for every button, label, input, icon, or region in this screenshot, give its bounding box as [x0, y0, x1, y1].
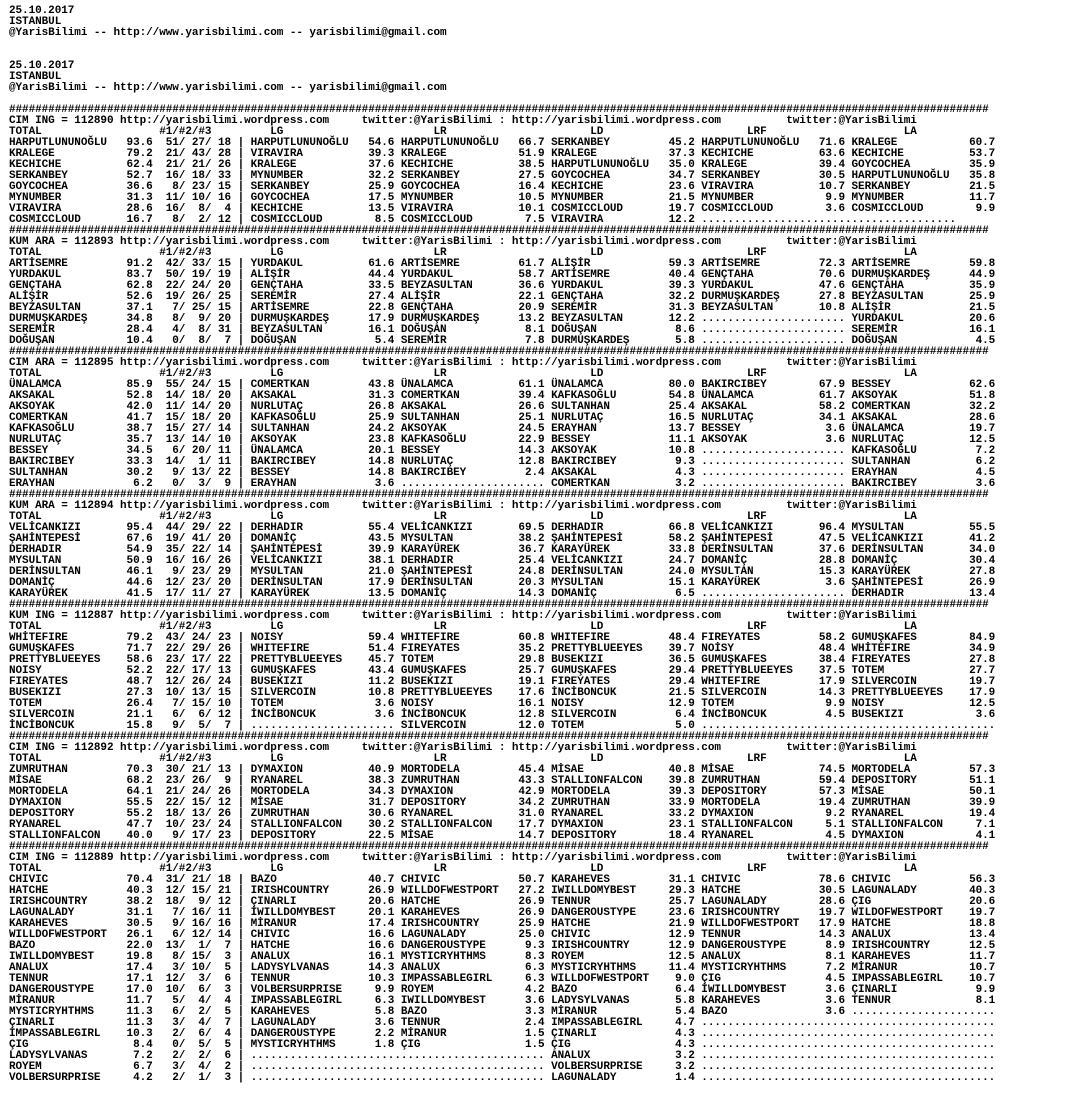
- report-line: CIM ING = 112889 http://yarisbilimi.wordpress.com twitter:@YarisBilimi : http://yarisbilimi.wordpress.com twitter:@YarisBilimi: [9, 852, 917, 864]
- report-line: DOMANİÇ 44.6 12/ 23/ 20 | DERİNSULTAN 17.9 DERİNSULTAN 20.3 MYSULTAN 15.1 KARAYÜREK 3.6 ŞAHİNTEPESİ 26.9: [9, 577, 996, 589]
- report-line: AKSOYAK 42.0 11/ 14/ 20 | NURLUTAÇ 26.8 AKSAKAL 26.6 SULTANHAN 25.4 AKSAKAL 58.2 COMERTKAN 32.2: [9, 401, 996, 413]
- report-line: VOLBERSURPRISE 4.2 2/ 1/ 3 | ............................................. LAGUNALADY 1.4 .............................................: [9, 1072, 996, 1084]
- report-line: KRALEGE 79.2 21/ 43/ 28 | VIRAVIRA 39.3 KRALEGE 51.9 KRALEGE 37.3 KECHICHE 63.6 KECHICHE 53.7: [9, 148, 996, 160]
- report-line: IWILLDOMYBEST 19.8 8/ 15/ 3 | ANALUX 16.1 MYSTICRYHTHMS 8.3 ROYEM 12.5 ANALUX 8.1 KARAHEVES 11.7: [9, 951, 996, 963]
- report-line: 25.10.2017: [9, 5, 75, 17]
- report-line: ZUMRUTHAN 70.3 30/ 21/ 13 | DYMAXION 40.9 MORTODELA 45.4 MİSAE 40.8 MİSAE 74.5 MORTODELA 57.3: [9, 764, 996, 776]
- report-line: TOTAL #1/#2/#3 LG LR LD LRF LA: [9, 126, 917, 138]
- report-line: RYANAREL 47.7 10/ 23/ 24 | STALLIONFALCON 30.2 STALLIONFALCON 17.7 DYMAXION 23.1 STALLIONFALCON 5.1 STALLIONFALCON 7.1: [9, 819, 996, 831]
- report-line: ÜNALAMCA 85.9 55/ 24/ 15 | COMERTKAN 43.8 ÜNALAMCA 61.1 ÜNALAMCA 80.0 BAKIRCIBEY 67.9 BESSEY 62.6: [9, 379, 996, 391]
- report-line: VELİCANKIZI 95.4 44/ 29/ 22 | DERHADIR 55.4 VELİCANKIZI 69.5 DERHADIR 66.8 VELİCANKIZI 96.4 MYSULTAN 55.5: [9, 522, 996, 534]
- report-line: SULTANHAN 30.2 9/ 13/ 22 | BESSEY 14.8 BAKIRCIBEY 2.4 AKSAKAL 4.3 ...................... ERAYHAN 4.5: [9, 467, 996, 479]
- report-line: ÇINARLI 11.3 3/ 4/ 7 | LAGUNALADY 3.6 TENNUR 2.4 IMPASSABLEGIRL 4.7 .............................................: [9, 1017, 996, 1029]
- report-line: KECHICHE 62.4 21/ 21/ 26 | KRALEGE 37.6 KECHICHE 38.5 HARPUTLUNUNOĞLU 35.0 KRALEGE 39.4 GOYCOCHEA 35.9: [9, 159, 996, 171]
- report-line: DANGEROUSTYPE 17.0 10/ 6/ 3 | VOLBERSURPRISE 9.9 ROYEM 4.2 BAZO 6.4 İWILLDOMYBEST 3.6 ÇINARLI 9.9: [9, 984, 996, 996]
- report-line: ROYEM 6.7 3/ 4/ 2 | ............................................. VOLBERSURPRISE 3.2 .............................................: [9, 1061, 996, 1073]
- report-line: ANALUX 17.4 3/ 10/ 5 | LADYSYLVANAS 14.3 ANALUX 6.3 MYSTICRYHTHMS 11.4 MYSTICRYHTHMS 7.2 MİRANUR 10.7: [9, 962, 996, 974]
- report-line: ERAYHAN 6.2 0/ 3/ 9 | ERAYHAN 3.6 ...................... COMERTKAN 3.2 ...................... BAKIRCIBEY 3.6: [9, 478, 996, 490]
- report-line: TOTAL #1/#2/#3 LG LR LD LRF LA: [9, 511, 917, 523]
- report-line: TENNUR 17.1 12/ 3/ 6 | TENNUR 10.3 IMPASSABLEGIRL 6.3 WILLDOFWESTPORT 9.0 ÇIG 4.5 IMPASSABLEGIRL 10.7: [9, 973, 996, 985]
- report-line: ÇIG 8.4 0/ 5/ 5 | MYSTICRYHTHMS 1.8 ÇIG 1.5 ÇIG 4.3 .............................................: [9, 1039, 996, 1051]
- report-line: 25.10.2017: [9, 60, 75, 72]
- report-line: DOĞUŞAN 10.4 0/ 8/ 7 | DOĞUŞAN 5.4 SEREMİR 7.8 DURMUŞKARDEŞ 5.8 ...................... DOĞUŞAN 4.5: [9, 335, 996, 347]
- report-line: ######################################################################################################################################################: [9, 731, 989, 743]
- report-line: MİRANUR 11.7 5/ 4/ 4 | IMPASSABLEGIRL 6.3 IWILLDOMYBEST 3.6 LADYSYLVANAS 5.8 KARAHEVES 3.6 TENNUR 8.1: [9, 995, 996, 1007]
- report-line: SILVERCOIN 21.1 6/ 6/ 12 | İNCİBONCUK 3.6 İNCİBONCUK 12.8 SILVERCOIN 6.4 İNCİBONCUK 4.5 BUSEKIZI 3.6: [9, 709, 996, 721]
- report-line: BUSEKIZI 27.3 10/ 13/ 15 | SILVERCOIN 10.8 PRETTYBLUEEYES 17.6 İNCİBONCUK 21.5 SILVERCOIN 14.3 PRETTYBLUEEYES 17.9: [9, 687, 996, 699]
- report-line: MORTODELA 64.1 21/ 24/ 26 | MORTODELA 34.3 DYMAXION 42.9 MORTODELA 39.3 DEPOSITORY 57.3 MİSAE 50.1: [9, 786, 996, 798]
- report-line: MYSTICRYHTHMS 11.3 6/ 2/ 5 | KARAHEVES 5.8 BAZO 3.3 MİRANUR 5.4 BAZO 3.6 ......................: [9, 1006, 996, 1018]
- report-line: KUM ARA = 112894 http://yarisbilimi.wordpress.com twitter:@YarisBilimi : http://yarisbilimi.wordpress.com twitter:@YarisBilimi: [9, 500, 917, 512]
- report-line: BAKIRCIBEY 33.3 14/ 1/ 11 | BAKIRCIBEY 14.8 NURLUTAÇ 12.8 BAKIRCIBEY 9.3 ...................... SULTANHAN 6.2: [9, 456, 996, 468]
- report-line: NURLUTAÇ 35.7 13/ 14/ 10 | AKSOYAK 23.8 KAFKASOĞLU 22.9 BESSEY 11.1 AKSOYAK 3.6 NURLUTAÇ 12.5: [9, 434, 996, 446]
- report-line: @YarisBilimi -- http://www.yarisbilimi.com -- yarisbilimi@gmail.com: [9, 82, 447, 94]
- report-line: CIM ING = 112890 http://yarisbilimi.wordpress.com twitter:@YarisBilimi : http://yarisbilimi.wordpress.com twitter:@YarisBilimi: [9, 115, 917, 127]
- report-line: İMPASSABLEGIRL 10.3 2/ 6/ 4 | DANGEROUSTYPE 2.2 MİRANUR 1.5 ÇINARLI 4.3 .............................................: [9, 1028, 996, 1040]
- report-line: TOTAL #1/#2/#3 LG LR LD LRF LA: [9, 753, 917, 765]
- report-line: MYSULTAN 50.9 16/ 16/ 26 | VELİCANKIZI 38.1 DERHADIR 25.4 VELİCANKIZI 24.7 DOMANİÇ 28.8 DOMANİÇ 30.4: [9, 555, 996, 567]
- report-line: DERİNSULTAN 46.1 9/ 23/ 29 | MYSULTAN 21.0 ŞAHİNTEPESİ 24.8 DERİNSULTAN 24.0 MYSULTAN 15.3 KARAYÜREK 27.8: [9, 566, 996, 578]
- report-line: LADYSYLVANAS 7.2 2/ 2/ 6 | ............................................. ANALUX 3.2 .............................................: [9, 1050, 996, 1062]
- report-line: COSMICCLOUD 16.7 8/ 2/ 12 | COSMICCLOUD 8.5 COSMICCLOUD 7.5 VIRAVIRA 12.2 .......................................: [9, 214, 957, 226]
- report-line: CIM ING = 112892 http://yarisbilimi.wordpress.com twitter:@YarisBilimi : http://yarisbilimi.wordpress.com twitter:@YarisBilimi: [9, 742, 917, 754]
- report-line: HATCHE 40.3 12/ 15/ 21 | IRISHCOUNTRY 26.9 WILLDOFWESTPORT 27.2 IWILLDOMYBEST 29.3 HATCHE 30.5 LAGUNALADY 40.3: [9, 885, 996, 897]
- report-line: ISTANBUL: [9, 16, 62, 28]
- report-line: DEPOSITORY 55.2 18/ 13/ 26 | ZUMRUTHAN 30.6 RYANAREL 31.0 RYANAREL 33.2 DYMAXION 9.2 RYANAREL 19.4: [9, 808, 996, 820]
- report-line: ARTİSEMRE 91.2 42/ 33/ 15 | YURDAKUL 61.6 ARTİSEMRE 61.7 ALİŞİR 59.3 ARTİSEMRE 72.3 ARTİSEMRE 59.8: [9, 258, 996, 270]
- report-line: ######################################################################################################################################################: [9, 599, 989, 611]
- report-line: ######################################################################################################################################################: [9, 104, 989, 116]
- report-line: DERHADIR 54.9 35/ 22/ 14 | ŞAHİNTEPESİ 39.9 KARAYÜREK 36.7 KARAYÜREK 33.8 DERİNSULTAN 37.6 DERİNSULTAN 34.0: [9, 544, 996, 556]
- report-line: ŞAHİNTEPESİ 67.6 19/ 41/ 20 | DOMANİÇ 43.5 MYSULTAN 38.2 ŞAHİNTEPESİ 58.2 ŞAHİNTEPESİ 47.5 VELİCANKIZI 41.2: [9, 533, 996, 545]
- report-line: TOTAL #1/#2/#3 LG LR LD LRF LA: [9, 863, 917, 875]
- report-line: HARPUTLUNUNOĞLU 93.6 51/ 27/ 18 | HARPUTLUNUNOĞLU 54.6 HARPUTLUNUNOĞLU 66.7 SERKANBEY 45.2 HARPUTLUNUNOĞLU 71.6 KRALEGE 60.7: [9, 137, 996, 149]
- report-line: WHİTEFIRE 79.2 43/ 24/ 23 | NOISY 59.4 WHITEFIRE 60.8 WHITEFIRE 48.4 FIREYATES 58.2 GUMUŞKAFES 84.9: [9, 632, 996, 644]
- report-line: SEREMİR 28.4 4/ 8/ 31 | BEYZASULTAN 16.1 DOĞUŞAN 8.1 DOĞUŞAN 8.6 ...................... SEREMİR 16.1: [9, 324, 996, 336]
- report-line: ######################################################################################################################################################: [9, 346, 989, 358]
- report-line: [9, 50, 1074, 61]
- report-line: TOTAL #1/#2/#3 LG LR LD LRF LA: [9, 247, 917, 259]
- report-line: @YarisBilimi -- http://www.yarisbilimi.com -- yarisbilimi@gmail.com: [9, 27, 447, 39]
- report-line: GUMUŞKAFES 71.7 22/ 29/ 26 | WHITEFIRE 51.4 FIREYATES 35.2 PRETTYBLUEEYES 39.7 NOİSY 48.4 WHİTEFIRE 34.9: [9, 643, 996, 655]
- report-line: TOTAL #1/#2/#3 LG LR LD LRF LA: [9, 368, 917, 380]
- report-line: GOYCOCHEA 36.6 8/ 23/ 15 | SERKANBEY 25.9 GOYCOCHEA 16.4 KECHICHE 23.6 VIRAVIRA 10.7 SERKANBEY 21.5: [9, 181, 996, 193]
- report-line: BEYZASULTAN 37.1 7/ 25/ 15 | ARTİSEMRE 22.8 GENÇTAHA 20.9 SEREMİR 31.3 BEYZASULTAN 10.8 ALİŞİR 21.5: [9, 302, 996, 314]
- report-line: DYMAXION 55.5 22/ 15/ 12 | MİSAE 31.7 DEPOSITORY 34.2 ZUMRUTHAN 33.9 MORTODELA 19.4 ZUMRUTHAN 39.9: [9, 797, 996, 809]
- report-line: CIM ARA = 112895 http://yarisbilimi.wordpress.com twitter:@YarisBilimi : http://yarisbilimi.wordpress.com twitter:@YarisBilimi: [9, 357, 917, 369]
- report-line: TOTEM 26.4 7/ 15/ 10 | TOTEM 3.6 NOISY 16.1 NOISY 12.9 TOTEM 9.9 NOISY 12.5: [9, 698, 996, 710]
- report-line: DURMUŞKARDEŞ 34.8 8/ 9/ 20 | DURMUŞKARDEŞ 17.9 DURMUŞKARDEŞ 13.2 BEYZASULTAN 12.2 ...................... YURDAKUL 20.6: [9, 313, 996, 325]
- report-line: KARAHEVES 30.5 9/ 16/ 16 | MİRANUR 17.4 IRISHCOUNTRY 25.9 HATCHE 21.9 WILLDOFWESTPORT 17.9 HATCHE 18.8: [9, 918, 996, 930]
- report-line: BESSEY 34.5 6/ 20/ 11 | ÜNALAMCA 20.1 BESSEY 14.3 AKSOYAK 10.8 ...................... KAFKASOĞLU 7.2: [9, 445, 996, 457]
- report-line: YURDAKUL 83.7 50/ 19/ 19 | ALİŞİR 44.4 YURDAKUL 58.7 ARTİSEMRE 40.4 GENÇTAHA 70.6 DURMUŞKARDEŞ 44.9: [9, 269, 996, 281]
- report-line: VIRAVIRA 28.6 16/ 8/ 4 | KECHICHE 13.5 VIRAVIRA 10.1 COSMICCLOUD 19.7 COSMICCLOUD 3.6 COSMICCLOUD 9.9: [9, 203, 996, 215]
- report-line: MİSAE 68.2 23/ 26/ 9 | RYANAREL 38.3 ZUMRUTHAN 43.3 STALLIONFALCON 39.8 ZUMRUTHAN 59.4 DEPOSITORY 51.1: [9, 775, 996, 787]
- report-line: AKSAKAL 52.8 14/ 18/ 20 | AKSAKAL 31.3 COMERTKAN 39.4 KAFKASOĞLU 54.8 ÜNALAMCA 61.7 AKSOYAK 51.8: [9, 390, 996, 402]
- report-line: ISTANBUL: [9, 71, 62, 83]
- report-line: ######################################################################################################################################################: [9, 841, 989, 853]
- report-line: KARAYÜREK 41.5 17/ 11/ 27 | KARAYÜREK 13.5 DOMANİÇ 14.3 DOMANİÇ 6.5 ...................... DERHADIR 13.4: [9, 588, 996, 600]
- report-line: ALİŞİR 52.6 19/ 26/ 25 | SEREMİR 27.4 ALİŞİR 22.1 GENÇTAHA 32.2 DURMUŞKARDEŞ 27.8 BEYZASULTAN 25.9: [9, 291, 996, 303]
- report-line: IRISHCOUNTRY 38.2 18/ 9/ 12 | ÇINARLI 20.6 HATCHE 26.9 TENNUR 25.7 LAGUNALADY 28.6 ÇIG 20.6: [9, 896, 996, 908]
- report-line: CHIVIC 70.4 31/ 21/ 18 | BAZO 40.7 CHIVIC 50.7 KARAHEVES 31.1 CHIVIC 78.6 CHIVIC 56.3: [9, 874, 996, 886]
- report-line: STALLIONFALCON 40.0 9/ 17/ 23 | DEPOSITORY 22.5 MİSAE 14.7 DEPOSITORY 18.4 RYANAREL 4.5 DYMAXION 4.1: [9, 830, 996, 842]
- report-line: ######################################################################################################################################################: [9, 225, 989, 237]
- report-line: COMERTKAN 41.7 15/ 18/ 20 | KAFKASOĞLU 25.9 SULTANHAN 25.1 NURLUTAÇ 16.5 NURLUTAÇ 34.1 AKSAKAL 28.6: [9, 412, 996, 424]
- report-line: KUM ARA = 112893 http://yarisbilimi.wordpress.com twitter:@YarisBilimi : http://yarisbilimi.wordpress.com twitter:@YarisBilimi: [9, 236, 917, 248]
- report-line: FIREYATES 48.7 12/ 26/ 24 | BUSEKIZI 11.2 BUSEKIZI 19.1 FIREYATES 29.4 WHITEFIRE 17.9 SILVERCOIN 19.7: [9, 676, 996, 688]
- report-line: KAFKASOĞLU 38.7 15/ 27/ 14 | SULTANHAN 24.2 AKSOYAK 24.5 ERAYHAN 13.7 BESSEY 3.6 ÜNALAMCA 19.7: [9, 423, 996, 435]
- report-line: [9, 39, 1074, 50]
- report-line: ######################################################################################################################################################: [9, 489, 989, 501]
- report-line: KUM ING = 112887 http://yarisbilimi.wordpress.com twitter:@YarisBilimi : http://yarisbilimi.wordpress.com twitter:@YarisBilimi: [9, 610, 917, 622]
- report-line: LAGUNALADY 31.1 7/ 16/ 11 | İWILLDOMYBEST 20.1 KARAHEVES 26.9 DANGEROUSTYPE 23.6 IRISHCOUNTRY 19.7 WILDOFWESTPORT 19.7: [9, 907, 996, 919]
- report-line: İNCİBONCUK 15.8 9/ 5/ 7 | ...................... SILVERCOIN 12.0 TOTEM 5.0 .............................................: [9, 720, 996, 732]
- report-line: GENÇTAHA 62.8 22/ 24/ 20 | GENÇTAHA 33.5 BEYZASULTAN 36.6 YURDAKUL 39.3 YURDAKUL 47.6 GENÇTAHA 35.9: [9, 280, 996, 292]
- report-line: WILLDOFWESTPORT 26.1 6/ 12/ 14 | CHIVIC 16.6 LAGUNALADY 25.0 CHIVIC 12.9 TENNUR 14.3 ANALUX 13.4: [9, 929, 996, 941]
- report-line: MYNUMBER 31.3 11/ 10/ 16 | GOYCOCHEA 17.5 MYNUMBER 10.5 MYNUMBER 21.5 MYNUMBER 9.9 MYNUMBER 11.7: [9, 192, 996, 204]
- report-line: BAZO 22.0 13/ 1/ 7 | HATCHE 16.6 DANGEROUSTYPE 9.3 IRISHCOUNTRY 12.9 DANGEROUSTYPE 8.9 IRISHCOUNTRY 12.5: [9, 940, 996, 952]
- report-line: TOTAL #1/#2/#3 LG LR LD LRF LA: [9, 621, 917, 633]
- report-line: NOISY 52.2 22/ 17/ 13 | GUMUŞKAFES 43.4 GUMUŞKAFES 25.7 GUMUŞKAFES 29.4 PRETTYBLUEEYES 37.5 TOTEM 27.7: [9, 665, 996, 677]
- report-line: SERKANBEY 52.7 16/ 18/ 33 | MYNUMBER 32.2 SERKANBEY 27.5 GOYCOCHEA 34.7 SERKANBEY 30.5 HARPUTLUNUNOĞLU 35.8: [9, 170, 996, 182]
- report-line: PRETTYBLUEEYES 58.6 23/ 17/ 22 | PRETTYBLUEEYES 45.7 TOTEM 29.8 BUSEKIZI 36.5 GUMUŞKAFES 38.4 FIREYATES 27.8: [9, 654, 996, 666]
